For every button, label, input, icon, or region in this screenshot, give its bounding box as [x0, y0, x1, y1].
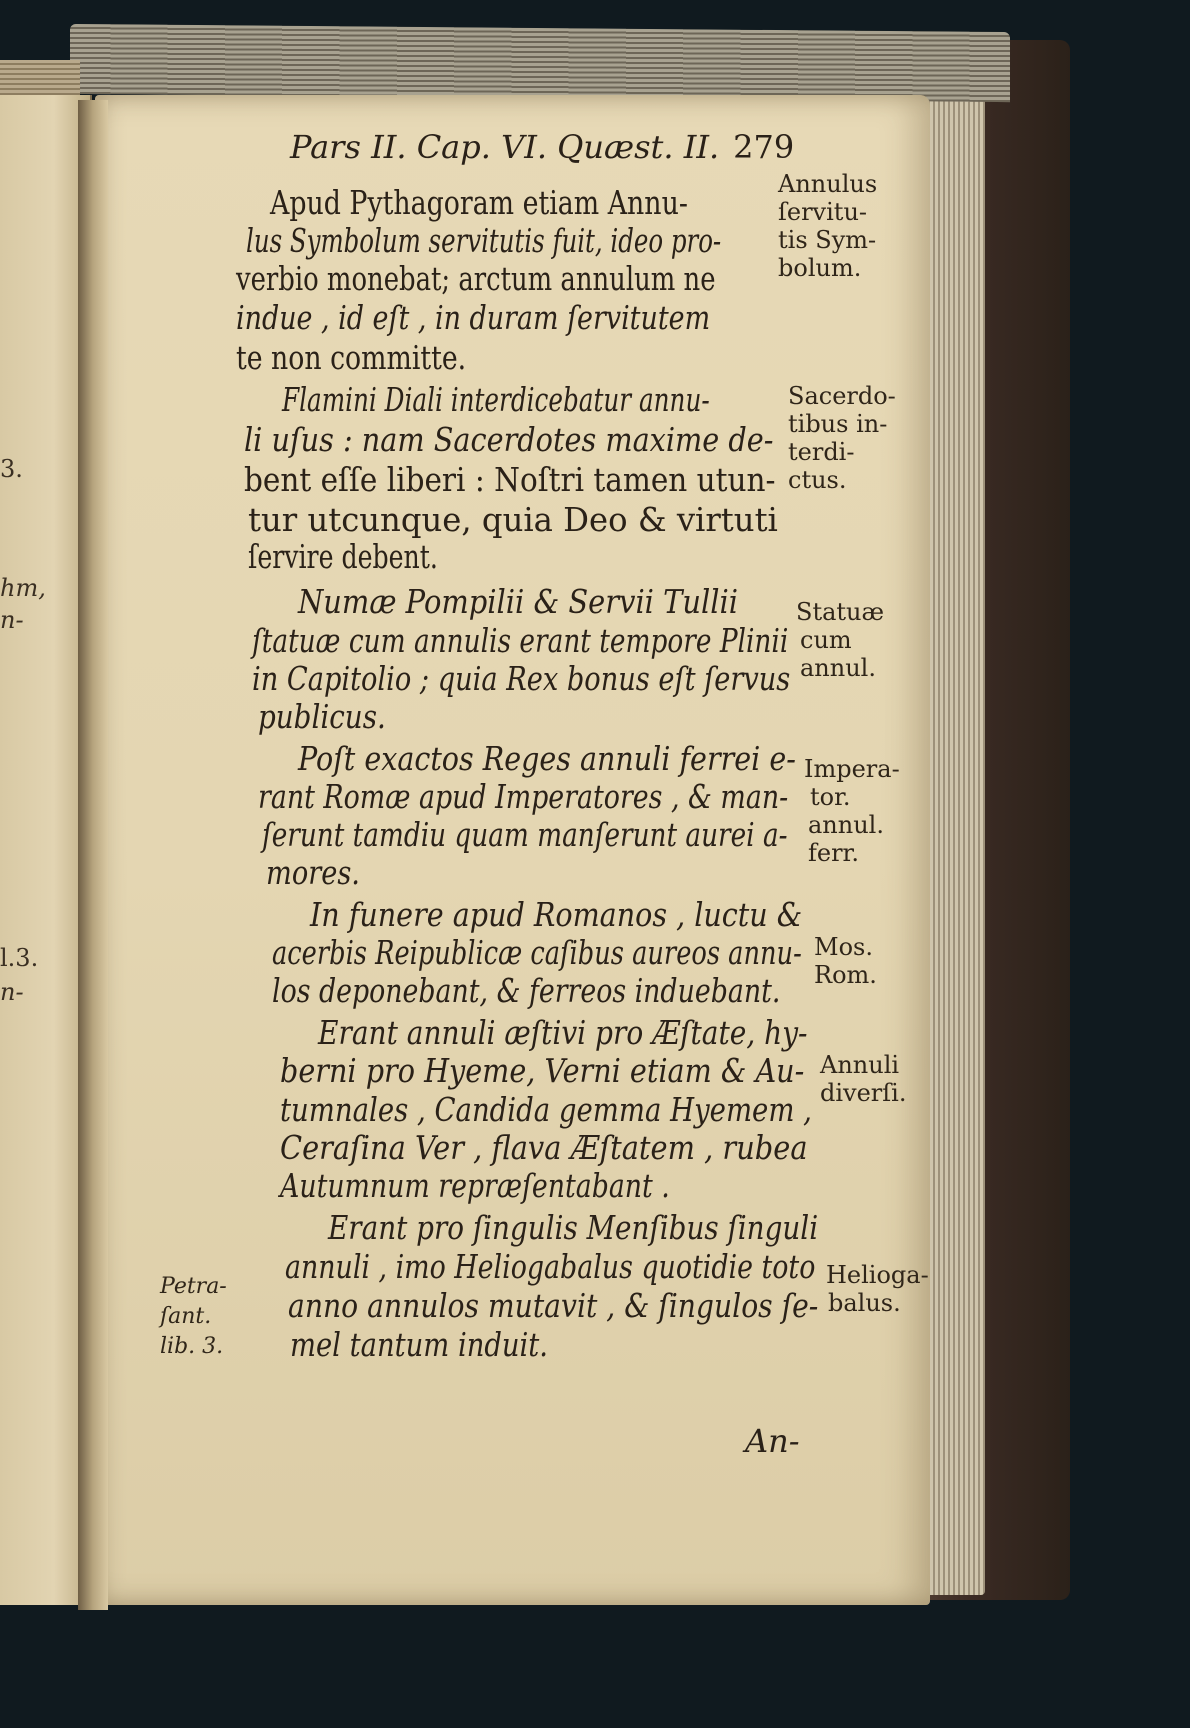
catchword: An-	[745, 1422, 800, 1460]
body-line: anno annulos mutavit , & ſingulos ſe-	[288, 1286, 819, 1325]
body-line: Erant pro ſingulis Menſibus ſinguli	[328, 1208, 819, 1247]
facing-page-fragment: n-	[0, 978, 24, 1006]
body-line: annuli , imo Heliogabalus quotidie toto	[285, 1247, 816, 1286]
margin-note-line: Petra-	[160, 1274, 227, 1299]
margin-note-line: tis Sym-	[778, 226, 877, 254]
body-line: bent eſſe liberi : Noſtri tamen utun-	[244, 460, 776, 499]
margin-note-line: Helioga-	[826, 1261, 929, 1289]
facing-page-fragment: hm,	[0, 574, 46, 602]
margin-note-line: tibus in-	[788, 410, 888, 438]
running-header	[290, 128, 794, 166]
page-stack-top	[70, 24, 1010, 102]
body-line: ſtatuæ cum annulis erant tempore Plinii	[252, 621, 789, 660]
margin-note-line: diverſi.	[820, 1079, 907, 1107]
margin-note-line: lib. 3.	[160, 1334, 224, 1359]
body-line: Flamini Diali interdicebatur annu-	[282, 380, 710, 419]
body-line: indue , id eſt , in duram ſervitutem	[236, 298, 711, 337]
body-line: ſervire debent.	[248, 537, 438, 576]
body-line: Poſt exactos Reges annuli ferrei e-	[298, 739, 796, 778]
margin-note-line: Mos.	[814, 933, 873, 961]
margin-note-line: balus.	[828, 1289, 901, 1317]
margin-note-line: ctus.	[788, 466, 847, 494]
running-title: Pars II. Cap. VI. Quæst. II.	[290, 128, 720, 166]
body-line: te non committe.	[236, 338, 467, 377]
body-line: Erant annuli æſtivi pro Æſtate, hy-	[318, 1013, 808, 1052]
body-line: acerbis Reipublicæ caſibus aureos annu-	[272, 933, 802, 972]
margin-note-line: Impera-	[804, 755, 900, 783]
body-line: tumnales , Candida gemma Hyemem ,	[280, 1090, 812, 1129]
body-line: rant Romæ apud Imperatores , & man-	[258, 777, 789, 816]
margin-note-line: Annulus	[778, 170, 878, 198]
body-line: Autumnum repræſentabant .	[280, 1166, 670, 1205]
body-line: In funere apud Romanos , luctu &	[310, 895, 803, 934]
margin-note-line: bolum.	[778, 254, 862, 282]
margin-note-line: Rom.	[814, 961, 877, 989]
body-line: mores.	[266, 853, 360, 892]
body-line: los deponebant, & ferreos induebant.	[272, 971, 781, 1010]
page-number: 279	[733, 128, 795, 166]
facing-page-fragment: l.3.	[0, 944, 39, 972]
body-line: verbio monebat; arctum annulum ne	[236, 259, 716, 298]
body-line: ſerunt tamdiu quam manſerunt aurei a-	[262, 815, 788, 854]
margin-note-line: tor.	[810, 783, 851, 811]
body-line: li uſus : nam Sacerdotes maxime de-	[244, 420, 774, 459]
body-line: in Capitolio ; quia Rex bonus eſt ſervus	[252, 659, 791, 698]
margin-note-line: annul.	[808, 811, 884, 839]
margin-note-line: ſant.	[160, 1304, 212, 1329]
margin-note-line: Annuli	[820, 1051, 900, 1079]
margin-note-line: Sacerdo-	[788, 382, 896, 410]
body-line: lus Symbolum servitutis fuit, ideo pro-	[246, 221, 722, 260]
margin-note-line: ferr.	[808, 839, 860, 867]
book-gutter	[78, 100, 108, 1610]
margin-note-line: annul.	[800, 654, 876, 682]
body-line: publicus.	[258, 697, 386, 736]
body-line: Ceraſina Ver , flava Æſtatem , rubea	[280, 1128, 808, 1167]
margin-note-line: ſervitu-	[778, 198, 868, 226]
body-line: berni pro Hyeme, Verni etiam & Au-	[280, 1051, 805, 1090]
body-line: mel tantum induit.	[290, 1325, 549, 1364]
body-line: tur utcunque, quia Deo & virtuti	[248, 500, 778, 539]
facing-page-fragment: n-	[0, 606, 24, 634]
facing-page-fragment: 3.	[0, 455, 23, 483]
margin-note-line: terdi-	[788, 438, 855, 466]
margin-note-line: cum	[800, 626, 852, 654]
body-line: Numæ Pompilii & Servii Tullii	[298, 582, 739, 621]
margin-note-line: Statuæ	[796, 598, 885, 626]
body-line: Apud Pythagoram etiam Annu-	[270, 183, 688, 222]
